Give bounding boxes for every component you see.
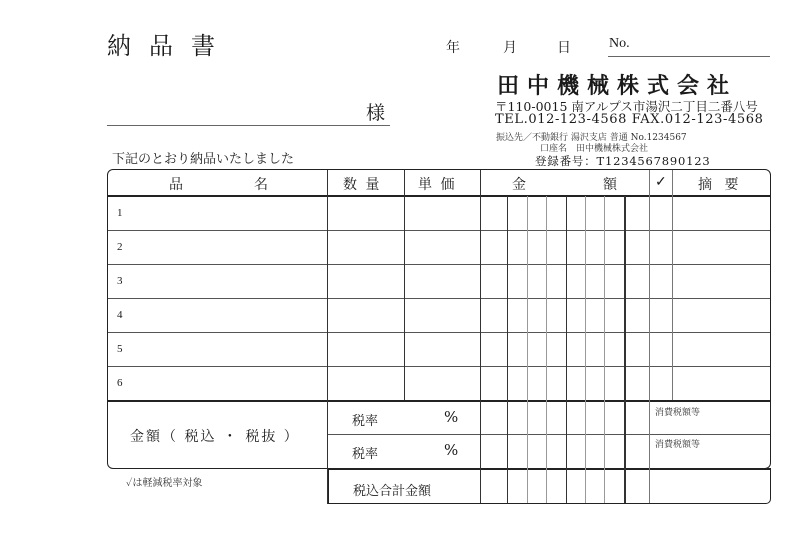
document-title: 納品書 [107, 32, 233, 60]
row-number: 1 [117, 207, 123, 219]
row-divider [108, 264, 770, 265]
header-item-1: 品 [169, 177, 183, 193]
customer-suffix: 様 [366, 102, 386, 124]
month-label: 月 [503, 40, 517, 56]
digit-divider [585, 196, 586, 504]
header-amount-1: 金 [512, 177, 526, 193]
row-number: 3 [117, 275, 123, 287]
tax-rate-percent: % [444, 408, 459, 426]
header-item-2: 名 [254, 177, 268, 193]
row-divider [108, 366, 770, 367]
digit-divider [566, 196, 567, 504]
reduced-rate-note: ✓は軽減税率対象 [126, 478, 203, 489]
consumption-tax-label: 消費税額等 [655, 408, 701, 418]
company-tel-fax: TEL.012-123-4568 FAX.012-123-4568 [495, 112, 764, 127]
row-divider [108, 230, 770, 231]
digit-divider [604, 196, 605, 504]
header-unit-price: 単 価 [418, 177, 457, 193]
total-amount-label: 税込合計金額 [353, 484, 432, 499]
company-name: 田中機械株式会社 [497, 73, 738, 99]
day-label: 日 [557, 40, 571, 56]
year-label: 年 [446, 40, 460, 56]
customer-name-field[interactable] [107, 125, 390, 126]
digit-divider [546, 196, 547, 504]
number-label: No. [609, 36, 630, 51]
col-divider-qty [404, 170, 405, 400]
consumption-tax-label: 消費税額等 [655, 440, 701, 450]
bank-info: 振込先／不動銀行 湯沢支店 普通 No.1234567 [496, 133, 687, 143]
registration-number: 登録番号：T1234567890123 [535, 154, 711, 168]
tax-row-divider [328, 434, 770, 435]
tax-rate-label: 税率 [352, 414, 379, 429]
summary-divider [108, 400, 770, 402]
col-divider-name [327, 170, 328, 504]
row-divider [108, 332, 770, 333]
header-quantity: 数 量 [343, 177, 382, 193]
col-divider-check [672, 170, 673, 400]
col-divider-price [480, 170, 481, 504]
row-number: 5 [117, 343, 123, 355]
digit-divider-yen [624, 196, 626, 504]
header-amount-2: 額 [603, 177, 617, 193]
number-field[interactable] [608, 56, 770, 57]
intro-text: 下記のとおり納品いたしました [112, 152, 295, 167]
company-address: 〒110-0015 南アルプス市湯沢二丁目二番八号 [495, 99, 758, 114]
digit-divider [507, 196, 508, 504]
amount-tax-label: 金額（ 税込 ・ 税抜 ） [130, 429, 300, 445]
account-name: 口座名 田中機械株式会社 [540, 144, 649, 154]
header-divider [108, 195, 770, 197]
digit-divider [527, 196, 528, 504]
header-check: ✓ [655, 174, 667, 190]
tax-rate-label: 税率 [352, 447, 379, 462]
tax-rate-percent: % [444, 441, 459, 459]
header-remarks: 摘 要 [698, 177, 743, 193]
row-number: 2 [117, 241, 123, 253]
row-number: 4 [117, 309, 123, 321]
row-number: 6 [117, 377, 123, 389]
row-divider [108, 298, 770, 299]
col-divider-amount [649, 170, 650, 504]
